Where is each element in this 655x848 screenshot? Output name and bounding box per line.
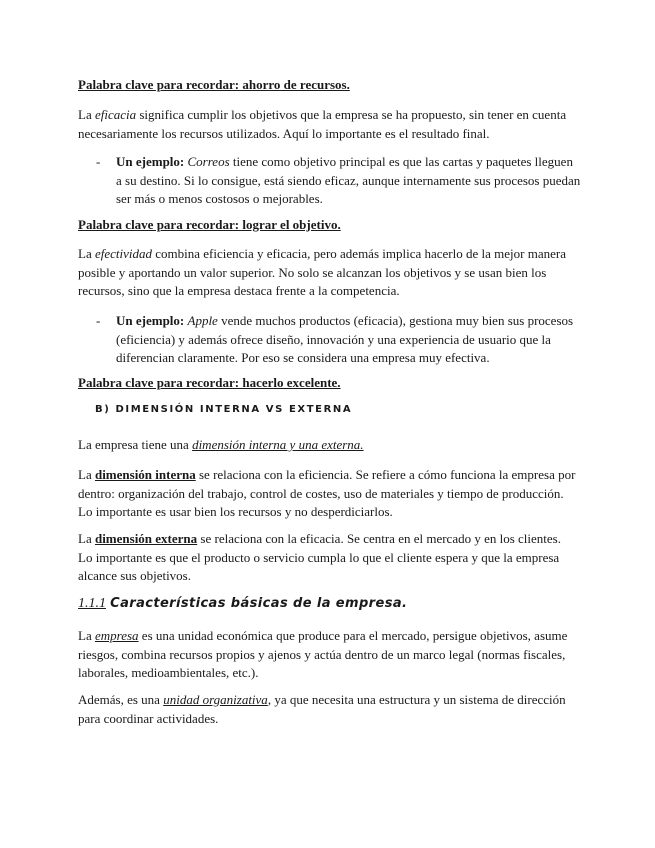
term-eficacia: eficacia <box>94 107 137 122</box>
paragraph-unidad: Además, es una unidad organizativa, ya que necesita una estructura y un sistema de dirección para coordinar actividades. <box>78 692 566 726</box>
paragraph-dim-interna: La dimensión interna se relaciona con la eficiencia. Se refiere a cómo funciona la empresa por dentro: organización del trabajo, control de costes, uso de materiales y tiempo de producción. Lo importante es usar bien los recursos y no desperdiciarlos. <box>78 467 576 519</box>
bullet-dash: - <box>96 313 101 328</box>
paragraph-dim-intro: La empresa tiene una dimensión interna y una externa. <box>78 437 364 452</box>
term-empresa: empresa <box>94 628 139 643</box>
section-heading-b: B) DIMENSIÓN INTERNA VS EXTERNA <box>95 404 353 415</box>
paragraph-eficacia: La eficacia significa cumplir los objetivos que la empresa se ha propuesto, sin tener en cuenta necesariamente los recursos utilizados. Aquí lo importante es el resultado final. <box>78 107 567 141</box>
keyword-excelente: Palabra clave para recordar: hacerlo excelente. <box>78 375 341 390</box>
paragraph-efectividad: La efectividad combina eficiencia y eficacia, pero además implica hacerlo de la mejor manera posible y aportando un valor superior. No solo se alcanzan los objetivos y se usan bien los recursos, sino que la empresa destaca frente a la competencia. <box>78 246 566 298</box>
example-correos: Un ejemplo: Correos tiene como objetivo principal es que las cartas y paquetes lleguen a su destino. Si lo consigue, está siendo eficaz, aunque internamente sus procesos puedan ser más o menos costosos o mejorables. <box>116 154 581 206</box>
term-unidad-organizativa: unidad organizativa <box>163 692 268 707</box>
bullet-dash: - <box>96 154 101 169</box>
section-heading-111: 1.1.1 Características básicas de la empresa. <box>78 596 408 611</box>
term-dimensiones: dimensión interna y una externa. <box>192 437 364 452</box>
keyword-ahorro: Palabra clave para recordar: ahorro de recursos. <box>78 77 350 92</box>
paragraph-dim-externa: La dimensión externa se relaciona con la eficacia. Se centra en el mercado y en los clientes. Lo importante es que el producto o servicio cumpla lo que el cliente espera y que la empresa alcance sus objetivos. <box>78 531 561 583</box>
example-apple: Un ejemplo: Apple vende muchos productos (eficacia), gestiona muy bien sus procesos (eficiencia) y además ofrece diseño, innovación y una experiencia de usuario que la diferencian claramente. Por eso se considera una empresa muy efectiva. <box>116 313 574 365</box>
term-dim-interna: dimensión interna <box>94 467 196 482</box>
term-efectividad: efectividad <box>94 246 152 261</box>
term-dim-externa: dimensión externa <box>94 531 198 546</box>
keyword-objetivo: Palabra clave para recordar: lograr el objetivo. <box>78 217 341 232</box>
paragraph-empresa: La empresa es una unidad económica que produce para el mercado, persigue objetivos, asume riesgos, combina recursos propios y ajenos y actúa dentro de un marco legal (normas fiscales, laborales, medioambientales, etc.). <box>78 628 568 680</box>
